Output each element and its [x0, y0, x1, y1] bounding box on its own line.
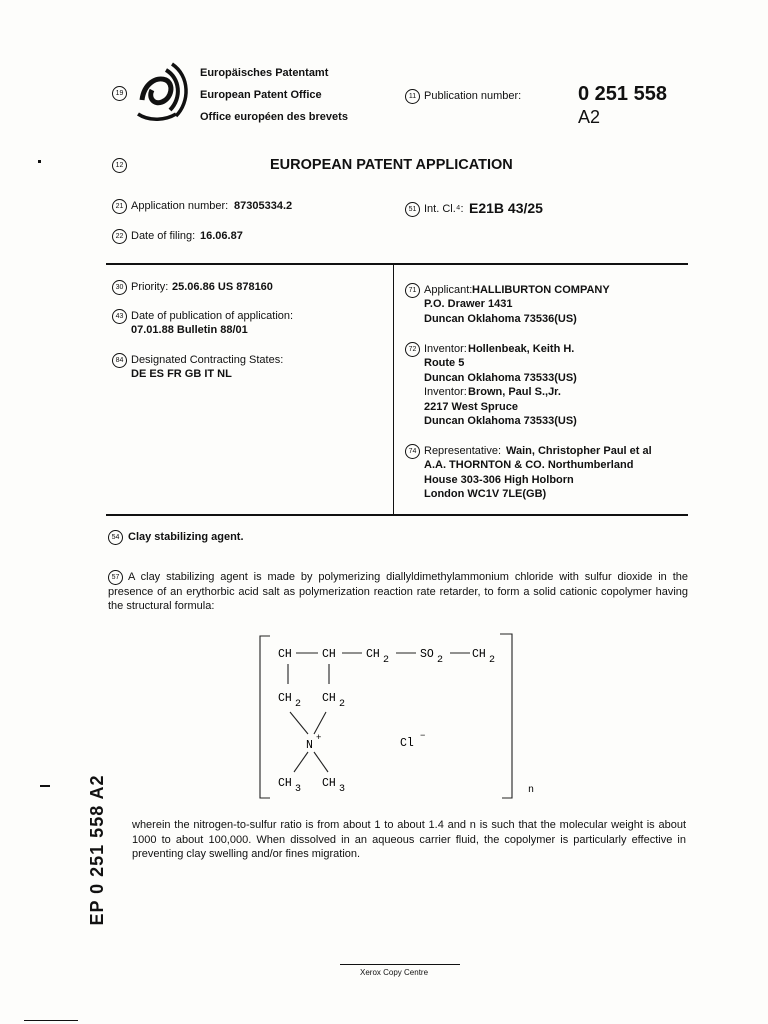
structural-formula [250, 626, 550, 806]
inid-code-11: 11 [405, 89, 420, 104]
scan-mark [40, 785, 50, 787]
inventor-1-label: Inventor: [424, 343, 467, 355]
kind-code: A2 [578, 107, 601, 127]
applicant-address-1: P.O. Drawer 1431 [424, 298, 513, 310]
inventor-1-name: Hollenbeak, Keith H. [468, 343, 575, 355]
subscript-2c: 2 [489, 655, 496, 666]
inid-code-54: 54 [108, 530, 123, 545]
charge-plus: + [316, 733, 322, 743]
scan-mark [38, 160, 41, 163]
inid-code-71: 71 [405, 283, 420, 298]
priority-value: 25.06.86 US 878160 [172, 281, 273, 293]
designated-states-label: Designated Contracting States: [131, 354, 284, 366]
left-bracket [260, 636, 270, 798]
subscript-2a: 2 [383, 655, 390, 666]
repeat-index-n: n [528, 785, 535, 796]
atom-ch3-2: CH [322, 777, 336, 790]
application-number: 87305334.2 [234, 200, 293, 212]
subscript-3a: 3 [295, 784, 302, 795]
bond-right-n [314, 712, 326, 734]
publication-date-label: Date of publication of application: [131, 310, 294, 322]
applicant-label: Applicant: [424, 284, 473, 296]
office-name-fr: Office européen des brevets [200, 111, 348, 123]
bond-left-n [290, 712, 308, 734]
inventor-2-label: Inventor: [424, 386, 467, 398]
inventor-2-address-1: 2217 West Spruce [424, 401, 518, 413]
right-bracket [500, 634, 512, 798]
atom-ch-2: CH [322, 648, 336, 661]
inventor-2-address-2: Duncan Oklahoma 73533(US) [424, 415, 577, 427]
office-name-de: Europäisches Patentamt [200, 67, 329, 79]
atom-nitrogen: N [306, 739, 313, 752]
inid-code-19: 19 [112, 86, 127, 101]
office-name-en: European Patent Office [200, 89, 322, 101]
inventor-2-name: Brown, Paul S.,Jr. [468, 386, 561, 398]
designated-states-value: DE ES FR GB IT NL [131, 368, 232, 380]
int-cl-label: Int. Cl.⁴: [424, 203, 464, 215]
bond-n-me1 [294, 752, 308, 772]
subscript-2b: 2 [437, 655, 444, 666]
filing-date: 16.06.87 [200, 230, 243, 242]
representative-label: Representative: [424, 445, 502, 457]
side-publication-number: EP 0 251 558 A2 [87, 774, 107, 926]
inid-code-72: 72 [405, 342, 420, 357]
inid-code-51: 51 [405, 202, 420, 217]
priority-label: Priority: [131, 281, 169, 293]
top-rule [106, 263, 688, 265]
inid-code-22: 22 [112, 229, 127, 244]
subscript-left: 2 [295, 699, 302, 710]
representative-name: Wain, Christopher Paul et al [506, 445, 652, 457]
atom-ch2-2: CH [472, 648, 486, 661]
atom-ch-1: CH [278, 648, 292, 661]
charge-minus: − [420, 731, 426, 741]
scan-mark [24, 1020, 78, 1021]
atom-ch2-left: CH [278, 692, 292, 705]
invention-title: Clay stabilizing agent. [128, 531, 244, 543]
inid-code-30: 30 [112, 280, 127, 295]
ion-chloride: Cl [400, 737, 414, 750]
atom-so2: SO [420, 648, 434, 661]
publication-number: 0 251 558 [578, 83, 667, 105]
inid-code-84: 84 [112, 353, 127, 368]
inid-code-12: 12 [112, 158, 127, 173]
abstract-continuation: wherein the nitrogen-to-sulfur ratio is from about 1 to about 1.4 and n is such that the molecular weight is about 1000 to about 100,000. When dissolved in an aqueous carrier fluid, the copolymer is particularly effective in preventing clay swelling and/or fines migration. [132, 819, 686, 860]
filing-date-label: Date of filing: [131, 230, 196, 242]
representative-address-1: A.A. THORNTON & CO. Northumberland [424, 459, 634, 471]
footer-text: Xerox Copy Centre [360, 968, 429, 977]
representative-address-3: London WC1V 7LE(GB) [424, 488, 547, 500]
document-type-title: EUROPEAN PATENT APPLICATION [270, 157, 513, 173]
footer-rule [340, 964, 460, 965]
publication-number-label: Publication number: [424, 90, 522, 102]
inid-code-21: 21 [112, 199, 127, 214]
representative-address-2: House 303-306 High Holborn [424, 474, 574, 486]
inid-code-74: 74 [405, 444, 420, 459]
inventor-1-address-1: Route 5 [424, 357, 465, 369]
bottom-rule [106, 514, 688, 516]
subscript-3b: 3 [339, 784, 346, 795]
inid-code-43: 43 [112, 309, 127, 324]
application-number-label: Application number: [131, 200, 229, 212]
applicant-name: HALLIBURTON COMPANY [472, 284, 610, 296]
subscript-right: 2 [339, 699, 346, 710]
publication-date-value: 07.01.88 Bulletin 88/01 [131, 324, 248, 336]
inventor-1-address-2: Duncan Oklahoma 73533(US) [424, 372, 577, 384]
int-cl-value: E21B 43/25 [469, 200, 543, 216]
bond-n-me2 [314, 752, 328, 772]
epo-logo [136, 62, 190, 124]
column-divider [393, 264, 394, 514]
atom-ch3-1: CH [278, 777, 292, 790]
abstract-intro: A clay stabilizing agent is made by polymerizing diallyldimethylammonium chloride with sulfur dioxide in the presence of an erythorbic acid salt as polymerization reaction rate retarder, to form a solid cationic copolymer having the structural formula: [108, 571, 688, 612]
atom-ch2-1: CH [366, 648, 380, 661]
applicant-address-2: Duncan Oklahoma 73536(US) [424, 313, 577, 325]
inid-code-57: 57 [108, 570, 123, 585]
atom-ch2-right: CH [322, 692, 336, 705]
